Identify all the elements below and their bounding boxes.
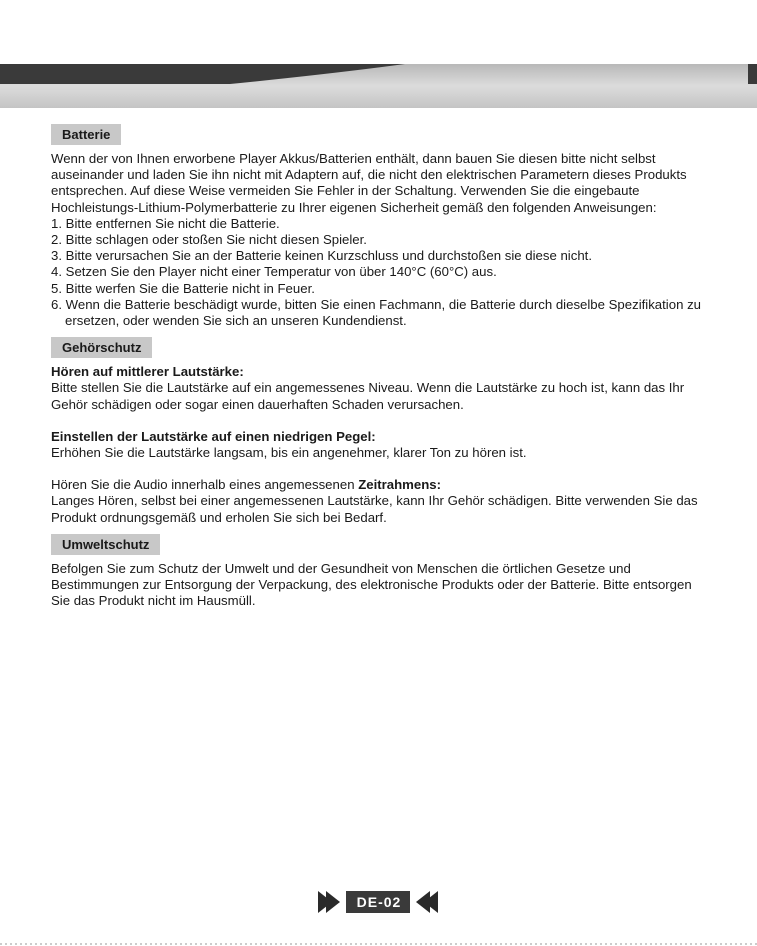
spacer <box>51 329 713 337</box>
list-item: 4. Setzen Sie den Player nicht einer Temperatur von über 140°C (60°C) aus. <box>51 264 497 280</box>
spacer <box>51 526 713 534</box>
paragraph-zeitrahmen: Langes Hören, selbst bei einer angemessenen Lautstärke, kann Ihr Gehör schädigen. Bitte verwenden Sie das Produkt ordnungsgemäß und erholen Sie sich bei Bedarf. <box>51 493 698 525</box>
paragraph-mittlere-lautstaerke: Bitte stellen Sie die Lautstärke auf ein angemessenes Niveau. Wenn die Lautstärke zu hoch ist, kann das Ihr Gehör schädigen oder sogar einen dauerhaften Schaden verursachen. <box>51 380 685 412</box>
sub-heading-mittlere-lautstaerke: Hören auf mittlerer Lautstärke: <box>51 364 244 380</box>
page-content <box>51 124 713 609</box>
list-item: 6. Wenn die Batterie beschädigt wurde, bitten Sie einen Fachmann, die Batterie durch dieselbe Spezifikation zu ersetzen, oder wenden Sie sich an unseren Kundendienst. <box>51 296 701 329</box>
batterie-instruction-list <box>51 216 713 329</box>
page-number: DE-02 <box>356 894 402 910</box>
list-item: 3. Bitte verursachen Sie an der Batterie keinen Kurzschluss und durchstoßen sie diese nicht. <box>51 248 592 264</box>
zeitrahmen-bold: Zeitrahmens: <box>358 477 442 493</box>
paragraph-umweltschutz: Befolgen Sie zum Schutz der Umwelt und der Gesundheit von Menschen die örtlichen Gesetze und Bestimmungen zur Entsorgung der Verpackung, des elektronische Produkts oder der Batterie. Bitte entsorgen Sie das Produkt nicht im Hausmüll. <box>51 560 692 609</box>
sub-heading-zeitrahmen <box>51 477 713 493</box>
section-heading-gehoerschutz: Gehörschutz <box>51 337 152 358</box>
list-item: 5. Bitte werfen Sie die Batterie nicht in Feuer. <box>51 280 315 296</box>
spacer <box>51 413 713 429</box>
section-heading-batterie: Batterie <box>51 124 121 145</box>
batterie-intro: Wenn der von Ihnen erworbene Player Akkus/Batterien enthält, dann bauen Sie diesen bitte nicht selbst auseinander und laden Sie ihn nicht mit Adaptern auf, die nicht den elektrischen Parametern dieses Produkts entsprechen. Auf diese Weise vermeiden Sie Fehler in der Schaltung. Verwenden Sie die eingebaute Hochleistungs-Lithium-Polymerbatterie zu Ihrer eigenen Sicherheit gemäß den folgenden Anweisungen: <box>51 151 687 215</box>
spacer <box>51 461 713 477</box>
list-item: 1. Bitte entfernen Sie nicht die Batterie. <box>51 215 280 231</box>
paragraph-niedriger-pegel: Erhöhen Sie die Lautstärke langsam, bis ein angenehmer, klarer Ton zu hören ist. <box>51 445 527 461</box>
list-item: 2. Bitte schlagen oder stoßen Sie nicht diesen Spieler. <box>51 232 367 248</box>
zeitrahmen-lead: Hören Sie die Audio innerhalb eines angemessenen <box>51 477 359 493</box>
sub-heading-niedriger-pegel: Einstellen der Lautstärke auf einen niedrigen Pegel: <box>51 428 376 444</box>
bottom-rule <box>0 942 757 946</box>
section-heading-umweltschutz: Umweltschutz <box>51 534 160 555</box>
header-band <box>0 0 757 120</box>
